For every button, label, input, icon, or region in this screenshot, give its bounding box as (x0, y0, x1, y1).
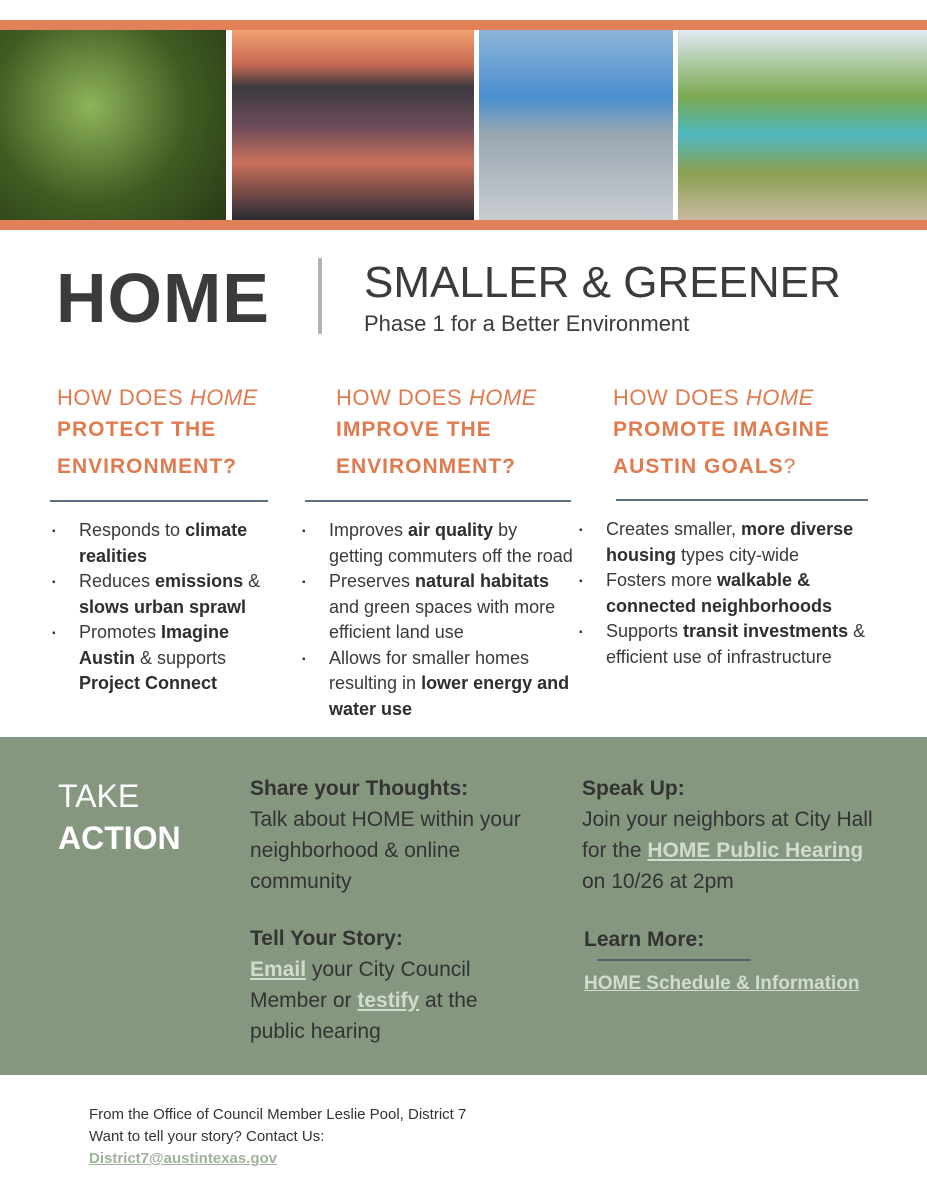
action-label: ACTION (58, 820, 181, 856)
text: Preserves (329, 571, 416, 591)
column-promote (606, 385, 873, 670)
share-title: Share your Thoughts: (250, 777, 469, 800)
text: Allows for smaller homes resulting in (329, 647, 530, 693)
home-logo-text: HOME (56, 259, 270, 337)
take-label: TAKE (58, 778, 140, 814)
list-item (579, 517, 873, 568)
text: Reduces (79, 571, 156, 591)
speak-pre: Join your neighbors at City Hall for the (582, 808, 873, 862)
header-divider (318, 258, 322, 334)
photo-light-rail (479, 30, 673, 220)
text: Responds to (79, 520, 186, 540)
footer-email-link[interactable]: District7@austintexas.gov (89, 1150, 278, 1167)
speak-post: on 10/26 at 2pm (582, 870, 734, 893)
text: Supports (606, 621, 684, 641)
schedule-info-link[interactable]: HOME Schedule & Information (584, 973, 860, 994)
footer-contact: Want to tell your story? Contact Us: (89, 1128, 325, 1145)
text: and green spaces with more efficient land use (329, 596, 556, 642)
question-italic: HOME (468, 385, 537, 410)
take-action-heading (58, 775, 181, 859)
photo-live-oak (0, 30, 226, 220)
question-bold: IMPROVE THE ENVIRONMENT? (336, 418, 516, 478)
question-italic: HOME (745, 385, 814, 410)
question-bold: PROMOTE IMAGINE AUSTIN GOALS (613, 418, 830, 478)
learn-title: Learn More: (584, 928, 705, 951)
list-item (579, 568, 873, 619)
speak-title: Speak Up: (582, 777, 685, 800)
learn-rule (597, 959, 751, 961)
story-mid: your City Council Member or (250, 958, 471, 1012)
bullet-list (52, 518, 272, 697)
question-light: HOW DOES (613, 385, 746, 410)
bold-text: lower energy and water use (329, 673, 570, 719)
top-accent-bar (0, 20, 927, 30)
bold-text: air quality (408, 520, 494, 540)
text: Creates smaller, (606, 519, 742, 539)
list-item (52, 620, 272, 697)
photo-springs-pool (678, 30, 927, 220)
column-rule (305, 500, 571, 502)
question-intro (336, 385, 576, 411)
bold-text: transit investments (683, 621, 849, 641)
question-intro (57, 385, 272, 411)
footer-office: From the Office of Council Member Leslie Pool, District 7 (89, 1106, 467, 1123)
text: Promotes (79, 622, 162, 642)
bold-text: walkable & connected neighborhoods (606, 570, 833, 616)
bold-text: more diverse housing (606, 519, 854, 565)
question-intro (613, 385, 873, 411)
list-item (52, 569, 272, 620)
question-italic: HOME (189, 385, 258, 410)
question-tail: ? (783, 455, 797, 478)
share-body: Talk about HOME within your neighborhood & online community (250, 808, 521, 893)
list-item (52, 518, 272, 569)
bold-text: emissions (155, 571, 244, 591)
bullet-list (302, 518, 576, 722)
question-light: HOW DOES (336, 385, 469, 410)
share-thoughts-block (250, 773, 560, 897)
bold-text: slows urban sprawl (79, 596, 247, 617)
bottom-accent-bar (0, 220, 927, 230)
email-link[interactable]: Email (250, 958, 307, 981)
bold-text: natural habitats (415, 571, 550, 591)
text: Fosters more (606, 570, 718, 590)
column-improve (329, 385, 576, 722)
testify-link[interactable]: testify (357, 989, 420, 1012)
speak-up-block (582, 773, 882, 897)
page-title: SMALLER & GREENER (364, 258, 841, 307)
column-rule (616, 499, 868, 501)
text: & (243, 571, 261, 591)
page-subtitle: Phase 1 for a Better Environment (364, 311, 690, 336)
column-protect (57, 385, 272, 697)
footer (89, 1104, 466, 1170)
question-light: HOW DOES (57, 385, 190, 410)
list-item (302, 569, 576, 646)
bullet-list (579, 517, 873, 670)
learn-more-block (584, 924, 884, 999)
column-rule (50, 500, 268, 502)
story-post: at the public hearing (250, 989, 478, 1043)
bold-text: Imagine Austin (79, 622, 230, 668)
text: & supports (135, 647, 227, 668)
list-item (302, 518, 576, 569)
list-item (302, 646, 576, 723)
story-title: Tell Your Story: (250, 927, 403, 950)
list-item (579, 619, 873, 670)
text: types city-wide (676, 544, 800, 565)
public-hearing-link[interactable]: HOME Public Hearing (647, 839, 864, 862)
tell-story-block (250, 923, 530, 1047)
photo-lake-sunset (232, 30, 474, 220)
text: by getting commuters off the road (329, 520, 573, 566)
text: Improves (329, 520, 409, 540)
text: & efficient use of infrastructure (606, 621, 866, 667)
bold-text: climate realities (79, 520, 248, 566)
question-bold: PROTECT THE ENVIRONMENT? (57, 418, 237, 478)
bold-text: Project Connect (79, 673, 218, 693)
